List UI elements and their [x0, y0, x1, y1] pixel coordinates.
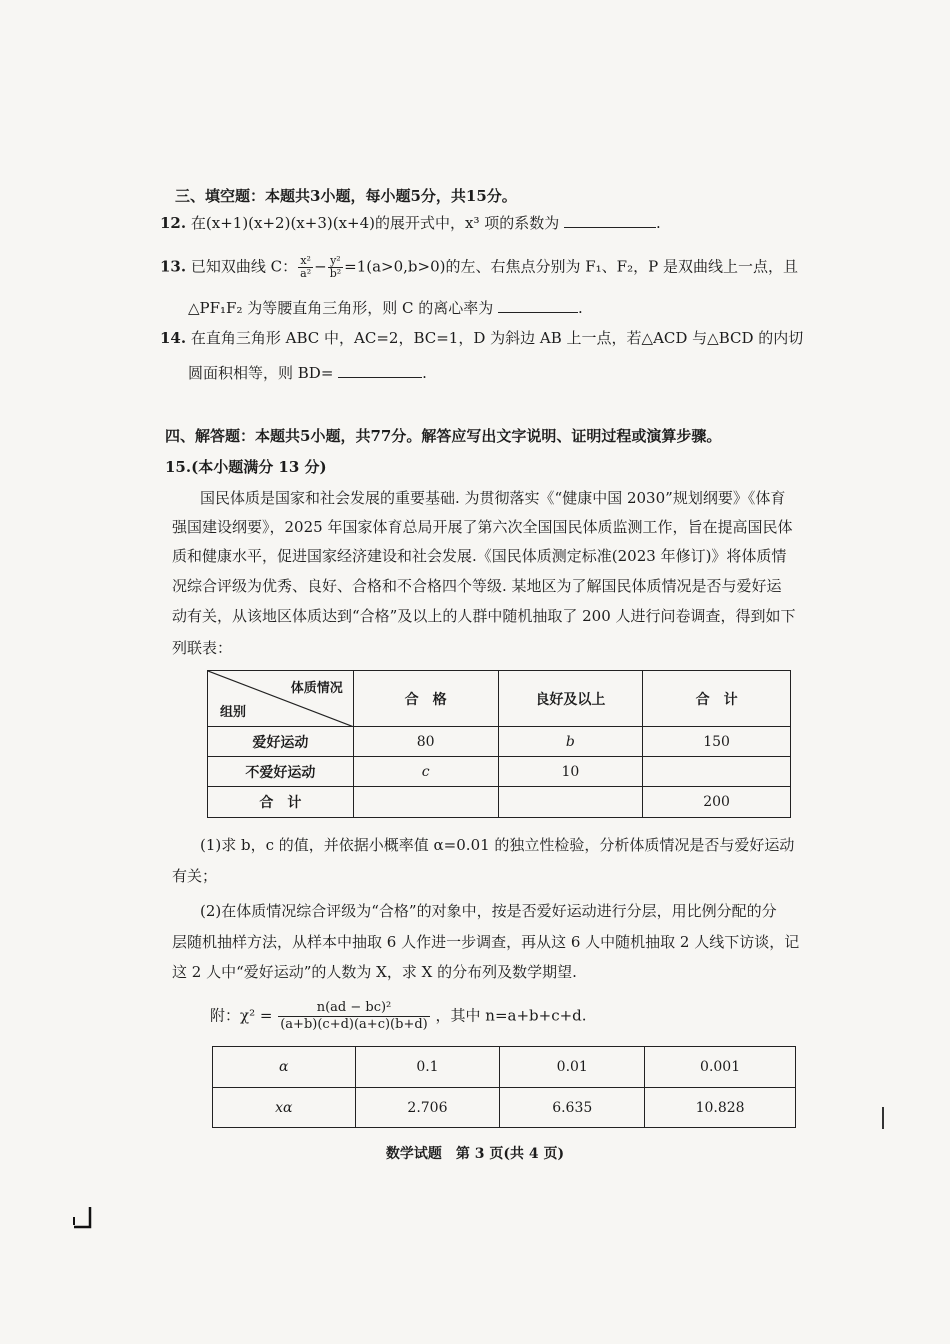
table-cell: xα	[213, 1088, 356, 1128]
table-row	[213, 1047, 796, 1088]
q14-number: 14.	[160, 329, 187, 347]
q14-answer-blank[interactable]	[338, 363, 422, 378]
q15-paragraph-line: 列联表：	[172, 639, 233, 657]
table-cell: 0.001	[645, 1047, 796, 1088]
q15-paragraph-line: 质和健康水平，促进国家经济建设和社会发展.《国民体质测定标准(2023 年修订)》将体质情	[172, 547, 787, 565]
q13-number: 13.	[160, 257, 187, 276]
question-12	[160, 213, 661, 233]
table-cell: 爱好运动	[208, 727, 354, 757]
page-footer: 数学试题 第 3 页(共 4 页)	[385, 1146, 565, 1162]
table-cell	[643, 757, 791, 787]
q15-paragraph-line: 动有关，从该地区体质达到“合格”及以上的人群中随机抽取了 200 人进行问卷调查，得到如下	[172, 607, 796, 625]
formula-suffix: ，其中 n=a+b+c+d.	[435, 1006, 587, 1025]
q15-part2-line: 层随机抽样方法，从样本中抽取 6 人作进一步调查，再从这 6 人中随机抽取 2 人线下访谈，记	[172, 933, 800, 951]
question-14-line1	[160, 328, 803, 348]
q15-title: 15.(本小题满分 13 分)	[165, 458, 327, 476]
q14-tail: .	[422, 364, 427, 382]
critical-value-table	[212, 1046, 796, 1128]
question-13-line2	[188, 298, 583, 318]
table-row	[208, 757, 791, 787]
formula-denominator: (a+b)(c+d)(a+c)(b+d)	[280, 1017, 428, 1032]
q13-text-b: =1(a>0,b>0)的左、右焦点分别为 F₁、F₂，P 是双曲线上一点，且	[344, 257, 798, 276]
table-cell: 0.01	[500, 1047, 645, 1088]
q15-paragraph-line: 强国建设纲要》，2025 年国家体育总局开展了第六次全国国民体质监测工作，旨在提高国民体	[172, 518, 793, 536]
q15-part2-line: (2)在体质情况综合评级为“合格”的对象中，按是否爱好运动进行分层，用比例分配的分	[200, 902, 777, 920]
q13-frac-x-num: x²	[298, 255, 313, 268]
q13-frac-y-den: b²	[329, 267, 342, 280]
q12-tail: .	[656, 214, 661, 232]
q13-frac-y-num: y²	[328, 255, 343, 268]
corner-label-bottom: 组别	[220, 705, 247, 720]
table-cell: b	[498, 727, 643, 757]
chi-square-formula	[210, 1000, 587, 1033]
formula-prefix: 附：χ² =	[210, 1006, 273, 1025]
table-cell	[498, 787, 643, 818]
q14-line2-text: 圆面积相等，则 BD=	[188, 364, 334, 382]
q15-part1-line: (1)求 b，c 的值，并依据小概率值 α=0.01 的独立性检验，分析体质情况是否与爱好运动	[200, 836, 795, 854]
table-cell: 0.1	[355, 1047, 500, 1088]
table-header-cell: 合 格	[353, 671, 498, 727]
table-header-cell: 良好及以上	[498, 671, 643, 727]
table-cell: 150	[643, 727, 791, 757]
q12-answer-blank[interactable]	[564, 213, 656, 228]
table-header-cell: 合 计	[643, 671, 791, 727]
table-row	[208, 727, 791, 757]
table-cell: 2.706	[355, 1088, 500, 1128]
q13-frac-x	[298, 255, 313, 280]
q15-part2-line: 这 2 人中“爱好运动”的人数为 X，求 X 的分布列及数学期望.	[172, 963, 577, 981]
table-cell: 6.635	[500, 1088, 645, 1128]
section4-heading: 四、解答题：本题共5小题，共77分。解答应写出文字说明、证明过程或演算步骤。	[165, 427, 722, 445]
formula-numerator: n(ad − bc)²	[278, 1000, 430, 1017]
q13-text-a: 已知双曲线 C：	[190, 257, 298, 276]
q13-tail: .	[578, 299, 583, 317]
q12-number: 12.	[160, 214, 187, 232]
corner-label-top: 体质情况	[290, 681, 343, 696]
contingency-table	[207, 670, 791, 818]
q13-line2-text: △PF₁F₂ 为等腰直角三角形，则 C 的离心率为	[188, 299, 494, 317]
q14-line1-text: 在直角三角形 ABC 中，AC=2，BC=1，D 为斜边 AB 上一点，若△ACD 与△BCD 的内切	[190, 329, 804, 347]
table-cell: 合 计	[208, 787, 354, 818]
crop-mark-icon	[70, 1205, 94, 1229]
q13-answer-blank[interactable]	[498, 298, 578, 313]
table-row	[213, 1088, 796, 1128]
table-cell: 200	[643, 787, 791, 818]
table-corner-cell	[208, 671, 354, 727]
table-cell	[353, 787, 498, 818]
table-cell: 10	[498, 757, 643, 787]
q13-minus: −	[314, 257, 327, 276]
table-cell: c	[353, 757, 498, 787]
table-cell: 不爱好运动	[208, 757, 354, 787]
section3-heading: 三、填空题：本题共3小题，每小题5分，共15分。	[175, 187, 517, 205]
edge-mark-icon	[880, 1107, 886, 1129]
question-14-line2	[188, 363, 427, 383]
q15-paragraph-line: 况综合评级为优秀、良好、合格和不合格四个等级. 某地区为了解国民体质情况是否与爱好运	[172, 577, 782, 595]
q13-frac-y	[328, 255, 343, 280]
table-cell: 10.828	[645, 1088, 796, 1128]
q13-frac-x-den: a²	[300, 267, 312, 280]
table-cell: 80	[353, 727, 498, 757]
table-row	[208, 787, 791, 818]
q15-paragraph-line: 国民体质是国家和社会发展的重要基础. 为贯彻落实《“健康中国 2030”规划纲要》《体育	[200, 489, 786, 507]
q15-part1-line: 有关；	[172, 867, 218, 885]
q12-text: 在(x+1)(x+2)(x+3)(x+4)的展开式中，x³ 项的系数为	[190, 214, 560, 232]
question-13-line1	[160, 255, 798, 280]
table-cell: α	[213, 1047, 356, 1088]
formula-fraction	[278, 1000, 430, 1033]
